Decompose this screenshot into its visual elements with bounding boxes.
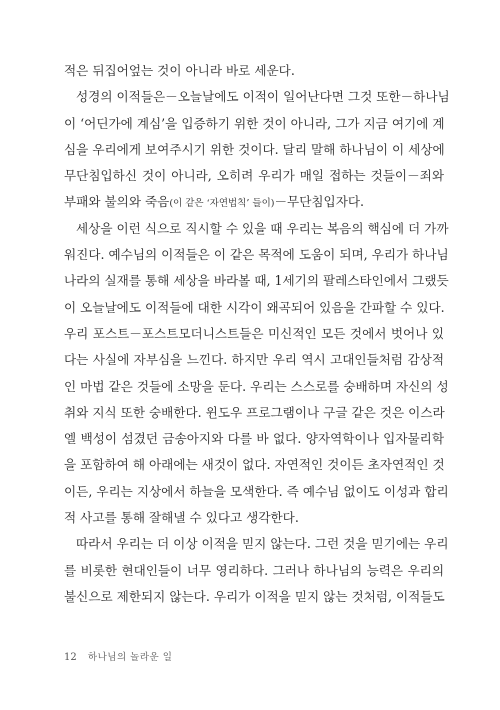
text-line: 다는 사실에 자부심을 느낀다. 하지만 우리 역시 고대인들처럼 감상적 — [64, 352, 444, 368]
text-line: 불신으로 제한되지 않는다. 우리가 이적을 믿지 않는 것처럼, 이적들도 — [64, 588, 445, 604]
running-title: 하나님의 놀라운 일 — [87, 652, 173, 663]
text-line: 성경의 이적들은－오늘날에도 이적이 일어난다면 그것 또한－하나님 — [76, 89, 450, 105]
text-line — [64, 189, 444, 215]
text-line: 따라서 우리는 더 이상 이적을 믿지 않는다. 그런 것을 믿기에는 우리 — [76, 536, 449, 552]
text-line: 인 마법 같은 것들에 소망을 둔다. 우리는 스스로를 숭배하며 자신의 성 — [64, 378, 449, 394]
text-line: 심을 우리에게 보여주시기 위한 것이다. 달리 말해 하나님이 이 세상에 — [64, 141, 445, 157]
text-line: 를 비롯한 현대인들이 너무 영리하다. 그러나 하나님의 능력은 우리의 — [64, 562, 444, 578]
text-line: 워진다. 예수님의 이적들은 이 같은 목적에 도움이 되며, 우리가 하나님 — [64, 247, 449, 263]
text-line: 적 사고를 통해 잘해낼 수 있다고 생각한다. — [64, 510, 299, 526]
page-footer — [64, 650, 172, 666]
text-line: 우리 포스트－포스트모더니스트들은 미신적인 모든 것에서 벗어나 있 — [64, 325, 444, 341]
text-line: 이 오늘날에도 이적들에 대한 시각이 왜곡되어 있음을 간파할 수 있다. — [64, 299, 445, 315]
text-line: 나라의 실재를 통해 세상을 바라볼 때, 1세기의 팔레스타인에서 그랬듯 — [64, 273, 449, 289]
text-line: 세상을 이런 식으로 직시할 수 있을 때 우리는 복음의 핵심에 더 가까 — [76, 220, 449, 236]
text-line: 을 포함하여 해 아래에는 새것이 없다. 자연적인 것이든 초자연적인 것 — [64, 457, 445, 473]
inline-note: (이 같은 ‘자연법칙’ 들이) — [169, 198, 275, 210]
text-line: 취와 지식 또한 숭배한다. 윈도우 프로그램이나 구글 같은 것은 이스라 — [64, 404, 445, 420]
page-body — [64, 58, 450, 610]
text-line: 적은 뒤집어엎는 것이 아니라 바로 세운다. — [64, 63, 295, 78]
text-segment: －무단침입자다. — [274, 194, 365, 210]
page-number: 12 — [64, 652, 77, 663]
text-segment: 부패와 불의와 죽음 — [64, 194, 170, 210]
text-line: 이든, 우리는 지상에서 하늘을 모색한다. 즉 예수님 없이도 이성과 합리 — [64, 483, 449, 499]
text-line: 이 ‘어딘가에 계심’을 입증하기 위한 것이 아니라, 그가 지금 여기에 계 — [64, 115, 445, 131]
text-line: 엘 백성이 섬겼던 금송아지와 다를 바 없다. 양자역학이나 입자물리학 — [64, 431, 444, 447]
text-line: 무단침입하신 것이 아니라, 오히려 우리가 매일 접하는 것들이－죄와 — [64, 168, 444, 184]
